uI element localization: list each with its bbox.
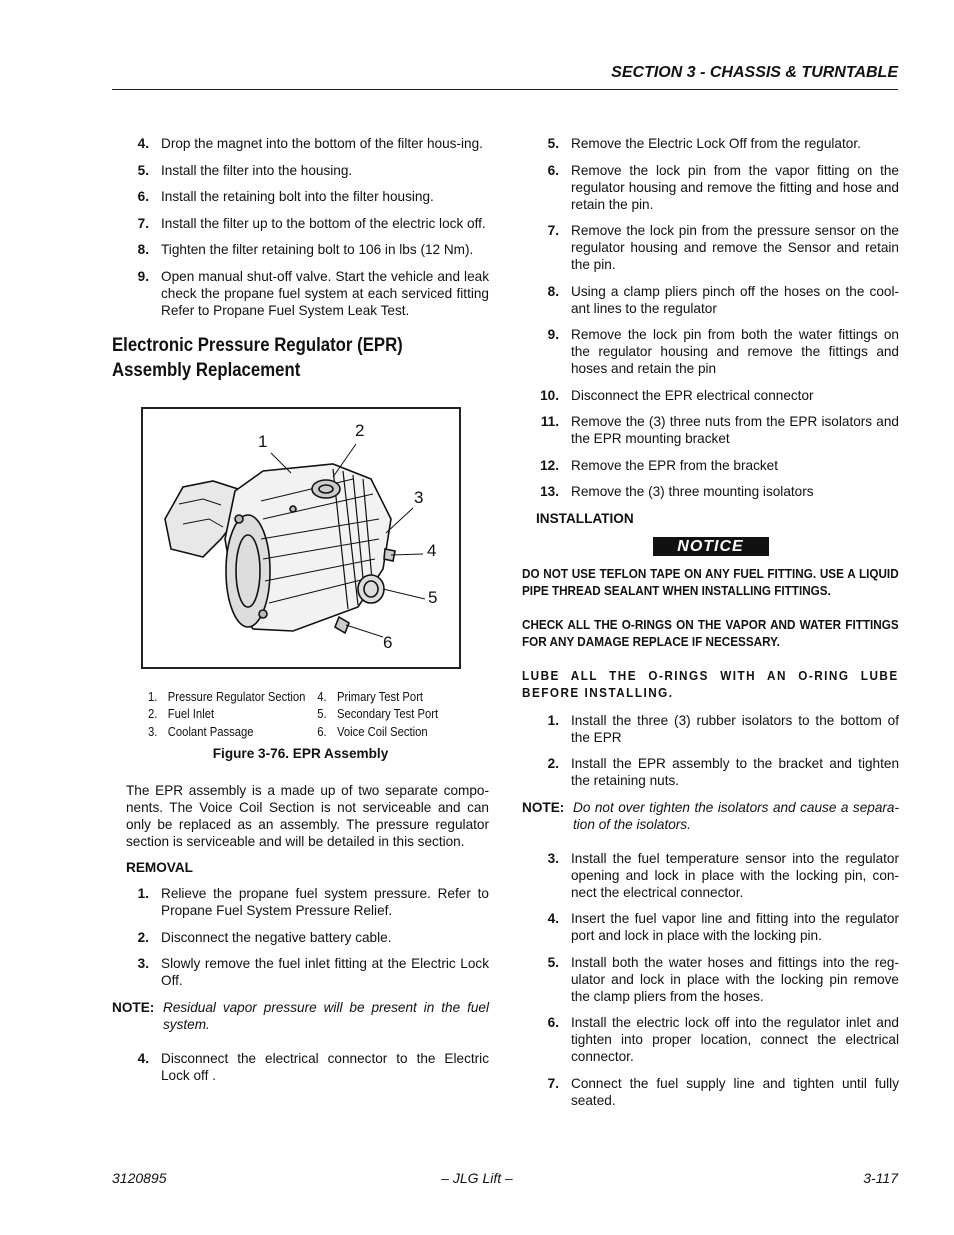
step-text: Connect the fuel supply line and tighten until fully seated. [571, 1075, 899, 1108]
step-number: 5. [137, 162, 149, 178]
footer-doc-number: 3120895 [112, 1170, 167, 1186]
list-item [522, 1014, 899, 1065]
step-number: 5. [547, 136, 559, 151]
step-number: 7. [547, 223, 559, 238]
step-number: 5. [547, 954, 559, 970]
note-text: Do not over tighten the isolators and cause a separa-tion of the isolators. [573, 799, 899, 832]
installation-steps-continued [522, 850, 899, 1109]
footer-page-number: 3-117 [863, 1170, 898, 1186]
step-number: 4. [547, 911, 559, 926]
figure-caption: Figure 3-76. EPR Assembly [212, 746, 389, 761]
legend-text: Coolant Passage [167, 724, 254, 739]
left-column [112, 135, 489, 1093]
step-number: 12. [540, 457, 559, 473]
removal-steps-continued [522, 135, 899, 500]
step-text: Install the three (3) rubber isolators to the bottom of the EPR [571, 712, 899, 745]
step-text: Install the filter up to the bottom of the electric lock off. [161, 215, 486, 231]
figure-callout-3: 3 [414, 487, 424, 507]
legend-text: Pressure Regulator Section [167, 689, 306, 704]
section-heading-line1: Electronic Pressure Regulator (EPR) [112, 333, 403, 356]
list-item [522, 910, 899, 944]
section-heading-line2: Assembly Replacement [112, 358, 301, 381]
figure-callout-6: 6 [383, 632, 393, 652]
step-text: Insert the fuel vapor line and fitting into the regulator port and lock in place with the locking pin. [571, 911, 899, 943]
figure-callout-2: 2 [355, 420, 365, 440]
step-text: Disconnect the electrical connector to the Electric Lock off . [161, 1050, 489, 1083]
step-number: 2. [547, 756, 559, 771]
right-column [522, 135, 899, 1118]
step-text: Disconnect the negative battery cable. [161, 929, 392, 945]
list-item [112, 188, 489, 205]
section-title: SECTION 3 - CHASSIS & TURNTABLE [611, 64, 898, 81]
footer-center: – JLG Lift – [441, 1170, 513, 1186]
list-item [522, 457, 899, 474]
step-text: Install the electric lock off into the regulator inlet and tighten into proper location, connect the electrical connector. [571, 1015, 899, 1064]
header-rule [112, 89, 898, 90]
figure-callout-1: 1 [258, 431, 268, 451]
legend-number: 2. [148, 707, 158, 721]
step-text: Remove the lock pin from the pressure sensor on the regulator housing and remove the Sensor and retain the pin. [571, 223, 899, 272]
step-text: Remove the (3) three mounting isolators [571, 484, 814, 499]
list-item [112, 929, 489, 946]
legend-text: Fuel Inlet [167, 707, 215, 721]
legend-text: Primary Test Port [337, 689, 424, 704]
notice-warning: LUBE ALL THE O-RINGS WITH AN O-RING LUBE BEFORE INSTALLING. [522, 668, 899, 700]
step-number: 9. [547, 327, 559, 342]
notice-label: NOTICE [653, 537, 769, 556]
step-text: Remove the (3) three nuts from the EPR isolators and the EPR mounting bracket [571, 414, 899, 446]
step-text: Remove the Electric Lock Off from the regulator. [571, 136, 861, 151]
epr-assembly-illustration [143, 409, 459, 667]
step-number: 6. [137, 189, 149, 204]
list-item [112, 162, 489, 179]
legend-number: 6. [317, 724, 327, 739]
step-text: Using a clamp pliers pinch off the hoses on the cool-ant lines to the regulator [571, 283, 899, 316]
step-text: Tighten the filter retaining bolt to 106 in lbs (12 Nm). [161, 242, 474, 257]
step-text: Disconnect the EPR electrical connector [571, 387, 814, 403]
legend-row [148, 706, 455, 724]
list-item [112, 1050, 489, 1084]
legend-text: Voice Coil Section [337, 724, 428, 739]
list-item [112, 215, 489, 232]
list-item [522, 387, 899, 404]
note-text: Residual vapor pressure will be present in the fuel system. [163, 999, 489, 1032]
list-item [522, 283, 899, 317]
notice-warning: DO NOT USE TEFLON TAPE ON ANY FUEL FITTING. USE A LIQUID PIPE THREAD SEALANT WHEN INSTALLING FITTINGS. [522, 566, 899, 598]
step-number: 4. [137, 136, 149, 151]
step-number: 13. [540, 484, 559, 499]
step-number: 6. [547, 162, 559, 178]
step-text: Remove the lock pin from the vapor fitting on the regulator housing and remove the fitting and hose and retain the pin. [571, 162, 899, 212]
step-number: 7. [547, 1075, 559, 1091]
figure-callout-5: 5 [428, 587, 438, 607]
list-item [522, 135, 899, 152]
step-text: Open manual shut-off valve. Start the vehicle and leak check the propane fuel system at each serviced fitting Refer to Propane Fuel System Leak Test. [161, 268, 489, 318]
left-steps-list [112, 135, 489, 319]
legend-row [148, 724, 455, 742]
legend-number: 3. [148, 724, 158, 739]
legend-number: 4. [317, 689, 327, 704]
list-item [522, 326, 899, 377]
removal-heading: REMOVAL [126, 860, 193, 875]
step-text: Install the fuel temperature sensor into the regulator opening and lock in place with the locking pin, con-nect the electrical connector. [571, 850, 899, 900]
installation-note [522, 799, 899, 833]
list-item [522, 413, 899, 447]
intro-paragraph: The EPR assembly is a made up of two separate compo-nents. The Voice Coil Section is not serviceable and can only be replaced as an assembly. The pressure regulator section is serviceable and will be detailed in this section. [126, 783, 489, 849]
step-text: Install the EPR assembly to the bracket and tighten the retaining nuts. [571, 756, 899, 788]
step-number: 3. [137, 956, 149, 971]
list-item [522, 162, 899, 213]
step-text: Slowly remove the fuel inlet fitting at the Electric Lock Off. [161, 956, 489, 988]
notice-banner [522, 537, 899, 556]
step-text: Remove the lock pin from both the water fittings on the regulator housing and remove the fittings and hoses and retain the pin [571, 327, 899, 376]
list-item [522, 954, 899, 1005]
step-number: 1. [137, 886, 149, 901]
list-item [522, 712, 899, 746]
list-item [522, 483, 899, 500]
legend-number: 5. [317, 707, 327, 721]
list-item [112, 885, 489, 919]
notice-warning: CHECK ALL THE O-RINGS ON THE VAPOR AND WATER FITTINGS FOR ANY DAMAGE REPLACE IF NECESSARY. [522, 617, 899, 649]
figure-legend [148, 689, 455, 742]
list-item [112, 241, 489, 258]
step-number: 8. [547, 283, 559, 299]
figure-callout-4: 4 [427, 540, 437, 560]
list-item [112, 135, 489, 152]
step-number: 3. [547, 850, 559, 866]
list-item [112, 955, 489, 989]
legend-text: Secondary Test Port [337, 707, 439, 721]
step-number: 10. [540, 387, 559, 403]
list-item [522, 850, 899, 901]
list-item [522, 1075, 899, 1109]
step-number: 6. [547, 1015, 559, 1030]
step-number: 7. [137, 215, 149, 231]
step-number: 9. [137, 268, 149, 284]
step-text: Drop the magnet into the bottom of the filter hous-ing. [161, 136, 483, 151]
note-label: NOTE: [112, 999, 155, 1015]
removal-note [112, 999, 489, 1033]
step-text: Install the retaining bolt into the filter housing. [161, 189, 434, 204]
removal-steps-list [112, 885, 489, 989]
step-text: Remove the EPR from the bracket [571, 457, 779, 473]
list-item [112, 268, 489, 319]
step-text: Install the filter into the housing. [161, 162, 353, 178]
step-number: 8. [137, 242, 149, 257]
epr-assembly-figure [141, 407, 461, 669]
legend-number: 1. [148, 689, 158, 704]
step-text: Install both the water hoses and fittings into the reg-ulator and lock in place with the locking pin remove the clamp pliers from the hoses. [571, 954, 899, 1004]
installation-steps-list [522, 712, 899, 790]
section-heading [112, 333, 490, 383]
installation-heading: INSTALLATION [536, 510, 634, 526]
list-item [522, 755, 899, 789]
step-number: 2. [137, 929, 149, 945]
legend-row [148, 689, 455, 707]
step-number: 1. [547, 712, 559, 728]
step-number: 4. [137, 1050, 149, 1066]
note-label: NOTE: [522, 799, 565, 815]
list-item [522, 222, 899, 273]
step-number: 11. [540, 414, 559, 429]
step-text: Relieve the propane fuel system pressure. Refer to Propane Fuel System Pressure Relief. [161, 886, 489, 918]
